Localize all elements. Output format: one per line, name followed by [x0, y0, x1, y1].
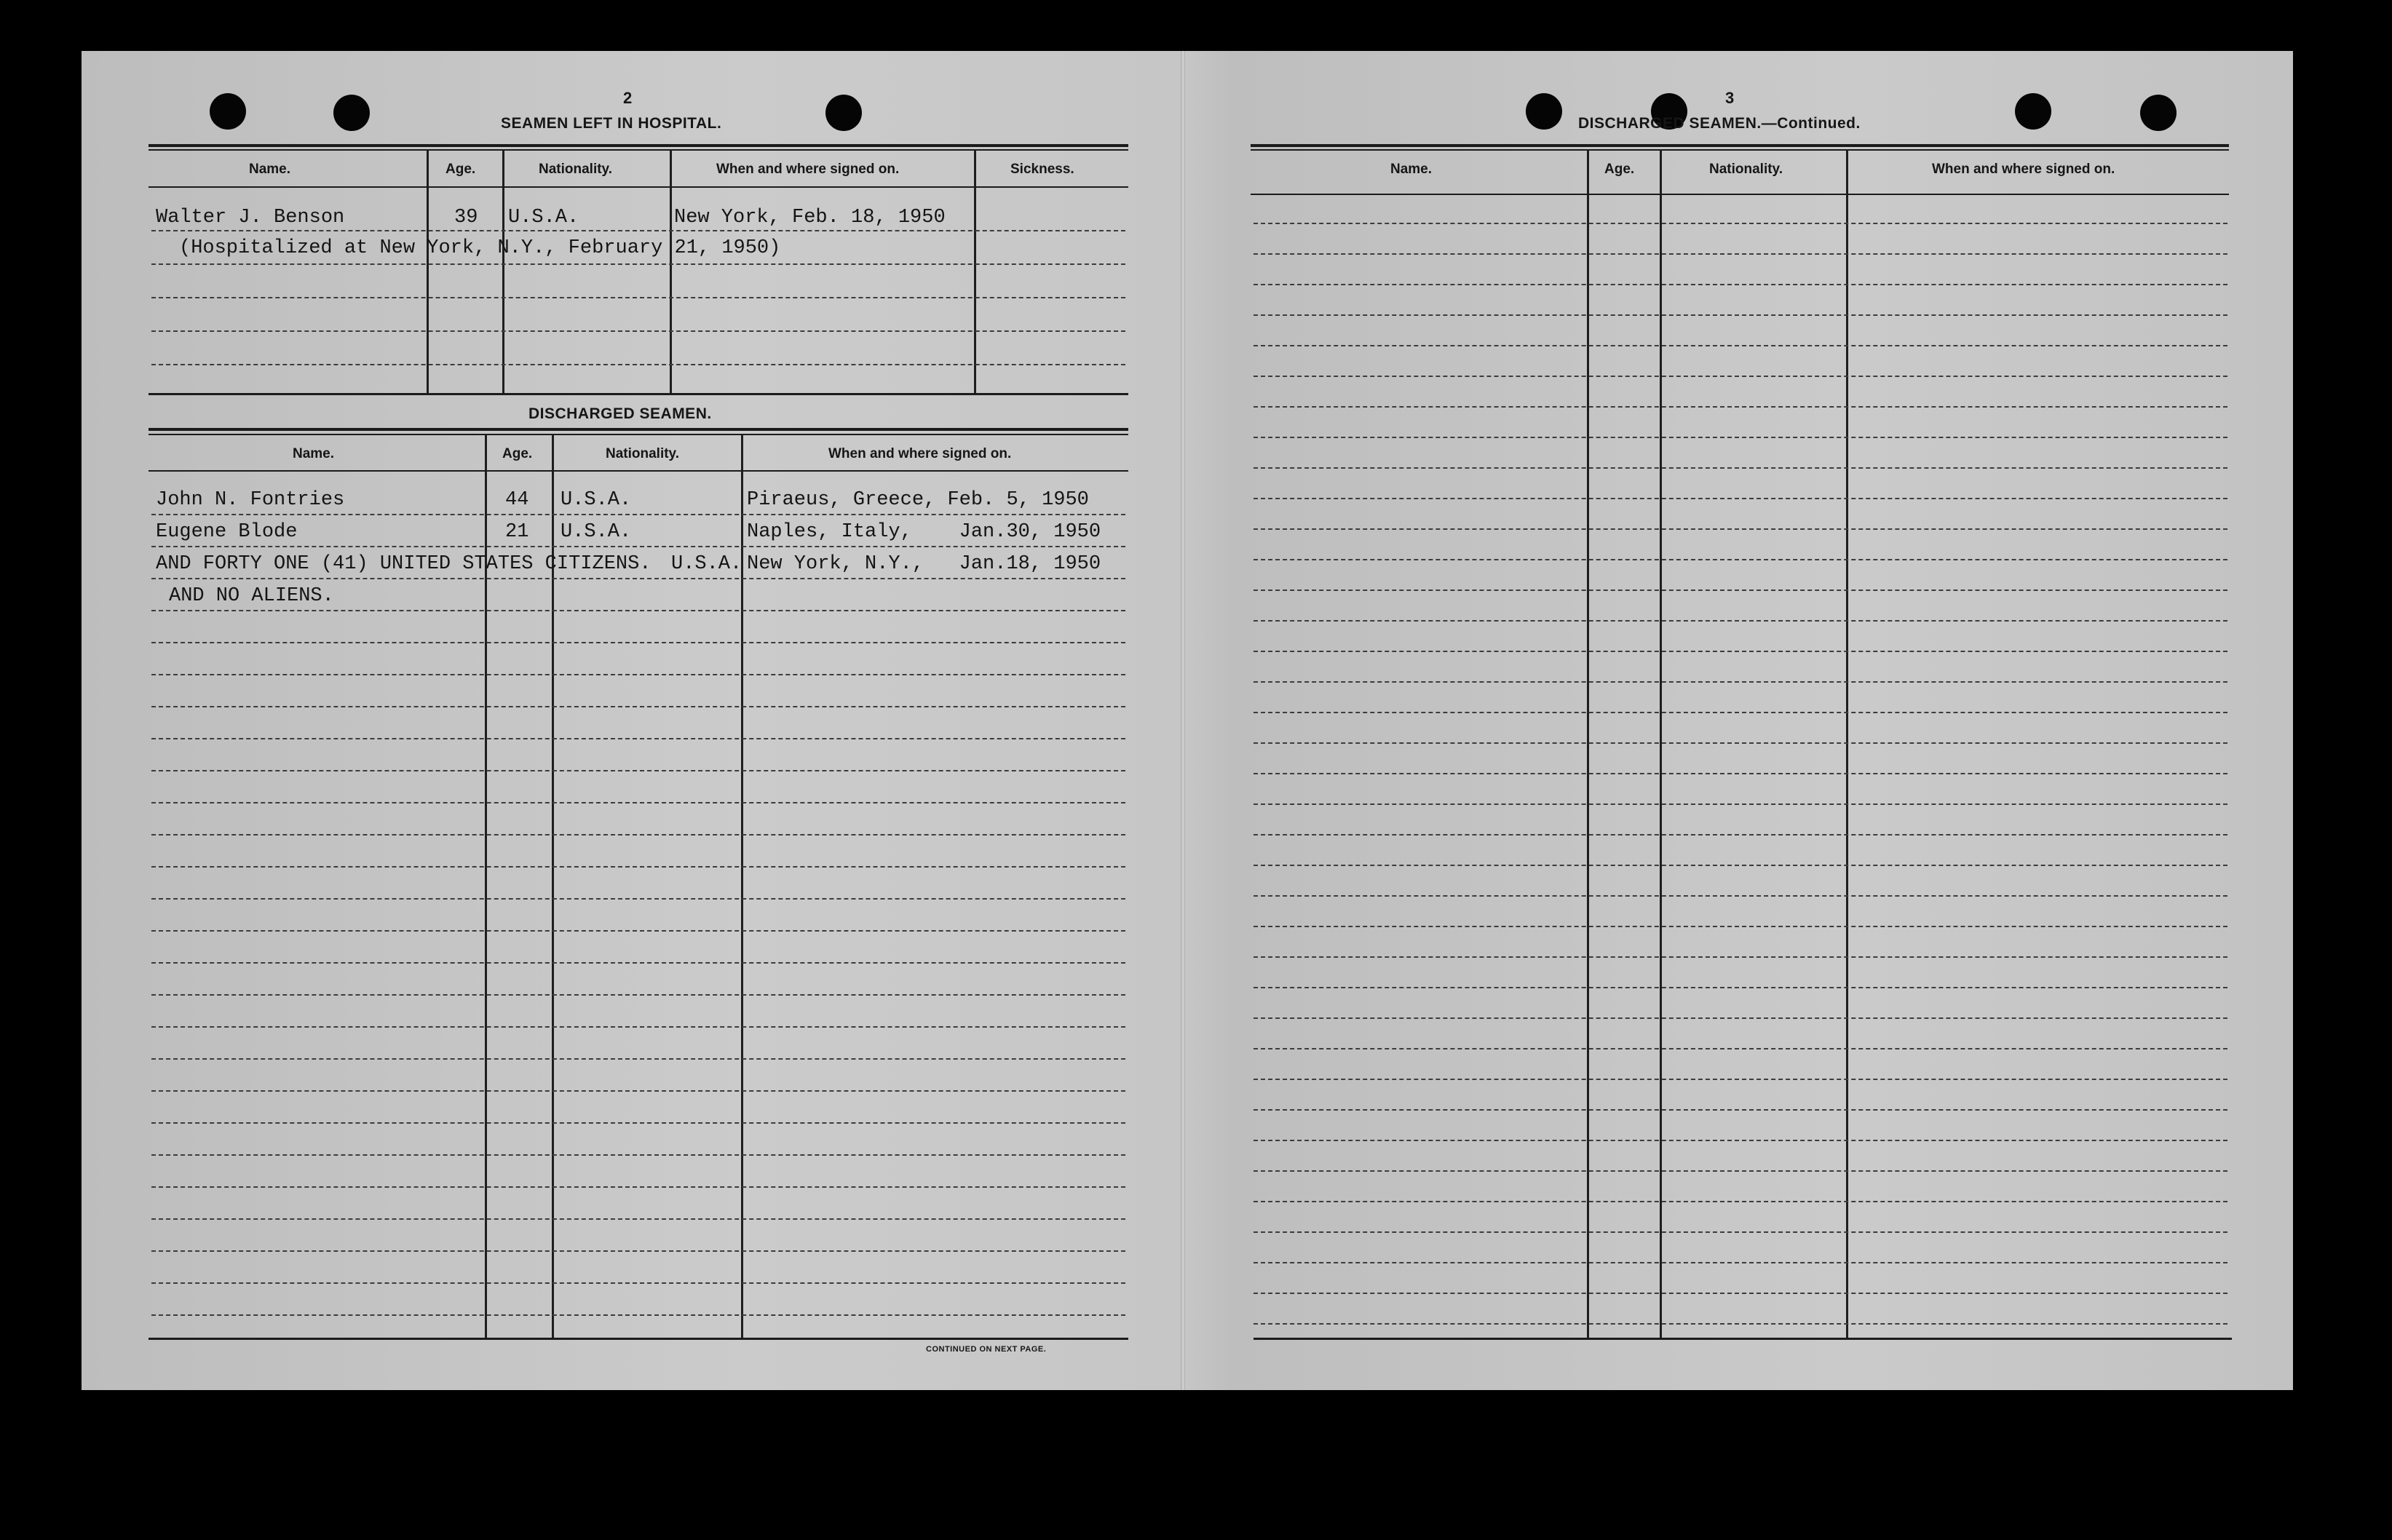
col-header-signed-on: When and where signed on.	[716, 162, 900, 177]
col-header-signed-on: When and where signed on.	[828, 446, 1012, 461]
ruled-line	[1254, 956, 2227, 958]
ruled-line	[151, 1314, 1125, 1316]
col-header-name: Name.	[1390, 162, 1433, 177]
table-top-rule	[148, 144, 1128, 147]
column-divider	[1587, 149, 1589, 1340]
ruled-line	[151, 514, 1125, 515]
hospital-age: 39	[454, 207, 478, 229]
ruled-line	[1254, 1231, 2227, 1233]
ruled-line	[1254, 437, 2227, 438]
ruled-line	[1254, 834, 2227, 836]
ruled-line	[1254, 467, 2227, 469]
ruled-line	[151, 674, 1125, 675]
ruled-line	[1254, 314, 2227, 316]
ruled-line	[151, 738, 1125, 739]
col-header-age: Age.	[1604, 162, 1635, 177]
ruled-line	[151, 802, 1125, 803]
table-top-rule	[148, 428, 1128, 431]
discharged-row-3-nationality: U.S.A.	[671, 553, 742, 575]
column-divider	[1660, 149, 1662, 1340]
discharged-row-3-signed-on: New York, N.Y., Jan.18, 1950	[747, 553, 1101, 575]
discharged-row-1-nationality: U.S.A.	[561, 489, 632, 511]
table-bottom-rule	[148, 1338, 1128, 1340]
column-divider	[1846, 149, 1848, 1340]
punch-hole	[825, 95, 862, 131]
hospital-note: (Hospitalized at New York, N.Y., February 21, 1950)	[179, 237, 781, 259]
ruled-line	[1254, 1293, 2227, 1294]
ruled-line	[151, 1154, 1125, 1156]
col-header-nationality: Nationality.	[1709, 162, 1783, 177]
header-rule	[148, 470, 1128, 472]
ruled-line	[1254, 1140, 2227, 1141]
ruled-line	[1254, 1323, 2227, 1325]
ruled-line	[151, 770, 1125, 771]
ruled-line	[151, 263, 1125, 265]
continued-note: CONTINUED ON NEXT PAGE.	[926, 1345, 1047, 1354]
ruled-line	[1254, 1201, 2227, 1202]
discharged-row-2-signed-on: Naples, Italy, Jan.30, 1950	[747, 521, 1101, 543]
document-sheet	[82, 51, 2293, 1390]
ruled-line	[1254, 1079, 2227, 1080]
ruled-line	[1254, 773, 2227, 774]
col-header-nationality: Nationality.	[539, 162, 612, 177]
table-top-rule	[148, 434, 1128, 435]
ruled-line	[151, 834, 1125, 836]
ruled-line	[151, 1250, 1125, 1252]
col-header-nationality: Nationality.	[606, 446, 679, 461]
page-number: 3	[1725, 89, 1735, 107]
ruled-line	[151, 1218, 1125, 1220]
ruled-line	[1254, 987, 2227, 988]
col-header-name: Name.	[249, 162, 291, 177]
ruled-line	[1254, 803, 2227, 805]
col-header-sickness: Sickness.	[1010, 162, 1074, 177]
punch-hole	[1526, 93, 1562, 130]
discharged-row-2-nationality: U.S.A.	[561, 521, 632, 543]
table-bottom-rule	[148, 393, 1128, 395]
ruled-line	[1254, 651, 2227, 652]
ruled-line	[151, 230, 1125, 231]
ruled-line	[1254, 376, 2227, 377]
ruled-line	[1254, 406, 2227, 408]
ruled-line	[151, 994, 1125, 996]
col-header-signed-on: When and where signed on.	[1932, 162, 2115, 177]
ruled-line	[1254, 620, 2227, 622]
header-rule	[1251, 194, 2229, 195]
discharged-row-3-name: AND FORTY ONE (41) UNITED STATES CITIZENS.	[156, 553, 652, 575]
right-page-heading: DISCHARGED SEAMEN.—Continued.	[1578, 115, 1861, 132]
page-number: 2	[623, 89, 633, 107]
ruled-line	[151, 1058, 1125, 1060]
hospital-nationality: U.S.A.	[508, 207, 579, 229]
ruled-line	[1254, 1262, 2227, 1263]
ruled-line	[1254, 590, 2227, 591]
ruled-line	[1254, 895, 2227, 897]
table-bottom-rule	[1254, 1338, 2232, 1340]
ruled-line	[1254, 1109, 2227, 1111]
ruled-line	[151, 330, 1125, 332]
column-divider	[427, 149, 429, 395]
ruled-line	[1254, 1170, 2227, 1172]
column-divider	[670, 149, 672, 395]
ruled-line	[1254, 498, 2227, 499]
ruled-line	[1254, 223, 2227, 224]
ruled-line	[151, 706, 1125, 707]
table-top-rule	[1251, 149, 2229, 151]
ruled-line	[1254, 284, 2227, 285]
table-top-rule	[148, 149, 1128, 151]
header-rule	[148, 186, 1128, 188]
discharged-row-1-age: 44	[505, 489, 529, 511]
ruled-line	[1254, 559, 2227, 560]
ruled-line	[1254, 742, 2227, 744]
ruled-line	[1254, 1017, 2227, 1019]
ruled-line	[151, 1122, 1125, 1124]
ruled-line	[1254, 865, 2227, 866]
hospital-signed-on: New York, Feb. 18, 1950	[674, 207, 946, 229]
column-divider	[502, 149, 504, 395]
ruled-line	[1254, 712, 2227, 713]
ruled-line	[1254, 345, 2227, 346]
table-top-rule	[1251, 144, 2229, 147]
discharged-row-1-name: John N. Fontries	[156, 489, 345, 511]
punch-hole	[210, 93, 246, 130]
hospital-section-heading: SEAMEN LEFT IN HOSPITAL.	[501, 115, 722, 132]
ruled-line	[151, 962, 1125, 964]
ruled-line	[151, 1090, 1125, 1092]
ruled-line	[151, 1282, 1125, 1284]
ruled-line	[1254, 253, 2227, 255]
punch-hole	[2140, 95, 2177, 131]
col-header-age: Age.	[502, 446, 533, 461]
discharged-section-heading: DISCHARGED SEAMEN.	[528, 405, 712, 422]
ruled-line	[151, 898, 1125, 900]
hospital-name: Walter J. Benson	[156, 207, 345, 229]
ruled-line	[1254, 681, 2227, 683]
ruled-line	[151, 930, 1125, 932]
ruled-line	[151, 1186, 1125, 1188]
ruled-line	[151, 297, 1125, 298]
discharged-row-1-signed-on: Piraeus, Greece, Feb. 5, 1950	[747, 489, 1089, 511]
ruled-line	[1254, 1048, 2227, 1049]
center-fold	[1181, 51, 1185, 1390]
ruled-line	[151, 1026, 1125, 1028]
punch-hole	[333, 95, 370, 131]
ruled-line	[151, 364, 1125, 365]
ruled-line	[151, 578, 1125, 579]
ruled-line	[151, 610, 1125, 611]
col-header-age: Age.	[445, 162, 476, 177]
ruled-line	[1254, 926, 2227, 927]
col-header-name: Name.	[293, 446, 335, 461]
discharged-row-2-age: 21	[505, 521, 529, 543]
discharged-row-4-name: AND NO ALIENS.	[169, 585, 334, 607]
ruled-line	[151, 866, 1125, 868]
punch-hole	[2015, 93, 2051, 130]
ruled-line	[151, 546, 1125, 547]
ruled-line	[1254, 528, 2227, 530]
column-divider	[974, 149, 976, 395]
discharged-row-2-name: Eugene Blode	[156, 521, 298, 543]
ruled-line	[151, 642, 1125, 643]
